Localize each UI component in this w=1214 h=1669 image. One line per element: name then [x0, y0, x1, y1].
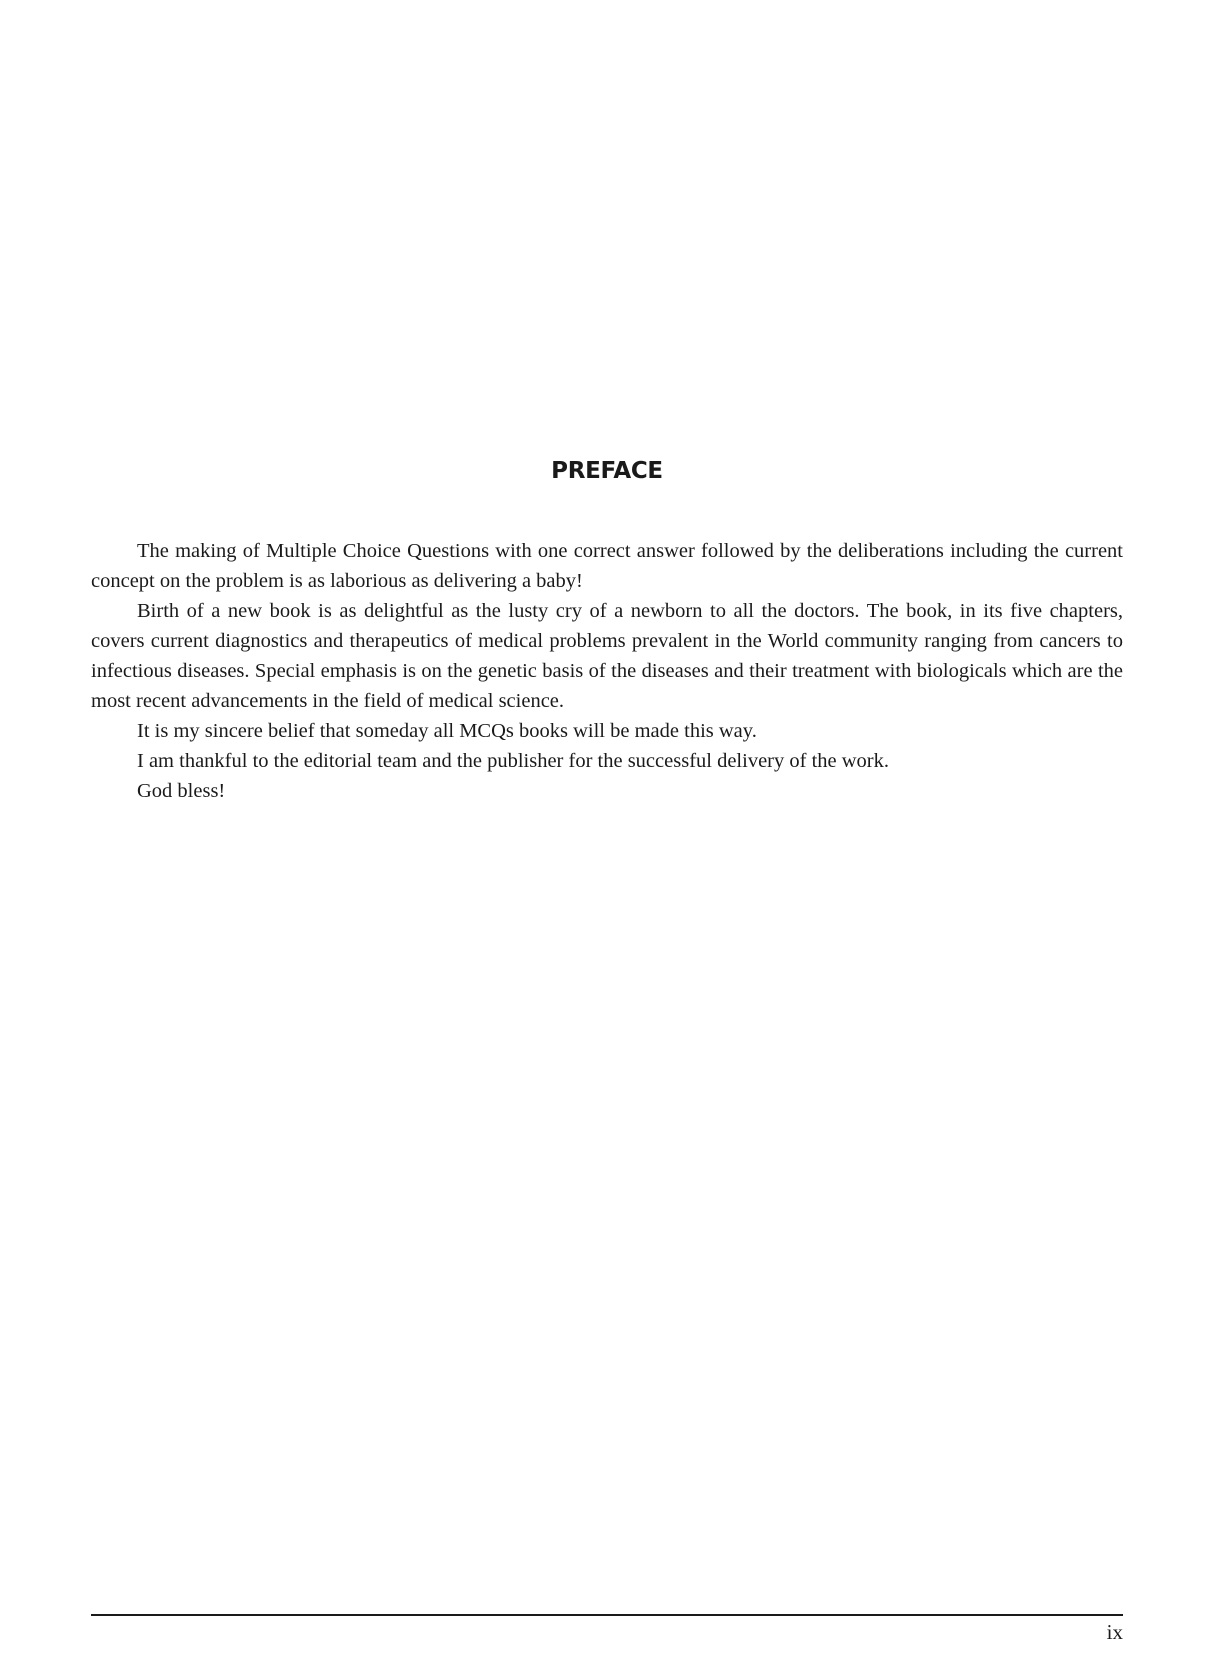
paragraph: It is my sincere belief that someday all MCQs books will be made this way.	[137, 720, 757, 742]
paragraph: Birth of a new book is as delightful as the lusty cry of a newborn to all the doctors. The book, in its five chapters, covers current diagnostics and therapeutics of medical problems prevalent in the World community ranging from cancers to infectious diseases. Special emphasis is on the genetic basis of the diseases and their treatment with biologicals which are the most recent advancements in the field of medical science.	[91, 600, 1123, 712]
paragraph: God bless!	[137, 780, 226, 802]
preface-body	[91, 536, 1123, 806]
page-number: ix	[1106, 1620, 1123, 1644]
paragraph: I am thankful to the editorial team and the publisher for the successful delivery of the work.	[137, 750, 890, 772]
page-title: PREFACE	[551, 458, 663, 484]
footer-divider	[91, 1614, 1123, 1616]
paragraph: The making of Multiple Choice Questions with one correct answer followed by the deliberations including the current concept on the problem is as laborious as delivering a baby!	[91, 540, 1123, 592]
